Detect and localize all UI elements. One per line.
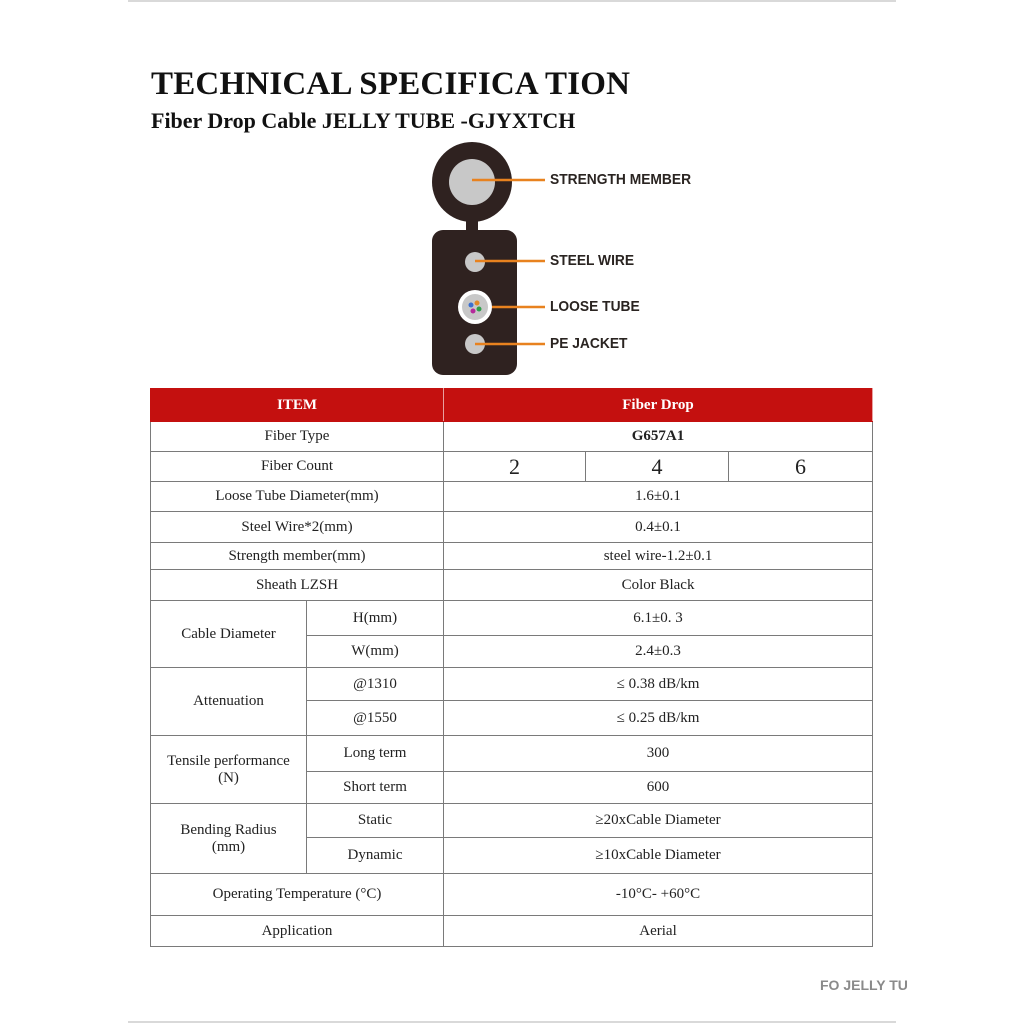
row-label-attenuation: Attenuation — [151, 668, 307, 736]
bending-label-line1: Bending Radius — [180, 821, 277, 838]
value-h: 6.1±0. 3 — [444, 601, 873, 636]
top-rule — [128, 0, 896, 2]
table-row — [151, 668, 873, 701]
sub-label-w: W(mm) — [307, 636, 444, 668]
table-row — [151, 736, 873, 772]
bending-label-line2: (mm) — [211, 838, 246, 855]
bottom-rule — [128, 1021, 896, 1023]
header-fiber-drop: Fiber Drop — [444, 389, 873, 422]
row-value-strength-member: steel wire-1.2±0.1 — [444, 543, 873, 570]
header-item: ITEM — [151, 389, 444, 422]
row-label-cable-diameter: Cable Diameter — [151, 601, 307, 668]
table-row — [151, 874, 873, 916]
row-label-steel-wire: Steel Wire*2(mm) — [151, 512, 444, 543]
row-value-application: Aerial — [444, 916, 873, 947]
cable-cross-section-diagram — [400, 138, 720, 383]
row-label-bending — [151, 804, 307, 874]
table-row — [151, 916, 873, 947]
value-1310: ≤ 0.38 dB/km — [444, 668, 873, 701]
sub-label-long-term: Long term — [307, 736, 444, 772]
loose-tube-inner — [462, 294, 488, 320]
row-value-sheath: Color Black — [444, 570, 873, 601]
table-row — [151, 601, 873, 636]
row-value-loose-tube: 1.6±0.1 — [444, 482, 873, 512]
value-static: ≥20xCable Diameter — [444, 804, 873, 838]
value-short-term: 600 — [444, 772, 873, 804]
fiber-count-4: 4 — [586, 452, 729, 482]
label-pe-jacket: PE JACKET — [550, 335, 628, 352]
row-label-sheath: Sheath LZSH — [151, 570, 444, 601]
value-dynamic: ≥10xCable Diameter — [444, 838, 873, 874]
fiber-blue — [469, 303, 474, 308]
table-row — [151, 804, 873, 838]
row-value-fiber-type: G657A1 — [444, 422, 873, 452]
row-label-strength-member: Strength member(mm) — [151, 543, 444, 570]
table-row — [151, 452, 873, 482]
sub-label-1550: @1550 — [307, 701, 444, 736]
row-label-fiber-type: Fiber Type — [151, 422, 444, 452]
specification-table — [150, 388, 873, 947]
sub-label-dynamic: Dynamic — [307, 838, 444, 874]
value-w: 2.4±0.3 — [444, 636, 873, 668]
fiber-count-2: 2 — [444, 452, 586, 482]
row-label-operating-temperature: Operating Temperature (°C) — [151, 874, 444, 916]
tensile-label-line1: Tensile performance — [167, 752, 290, 769]
table-row — [151, 482, 873, 512]
sub-label-short-term: Short term — [307, 772, 444, 804]
row-value-steel-wire: 0.4±0.1 — [444, 512, 873, 543]
table-header-row — [151, 389, 873, 422]
fiber-count-6: 6 — [729, 452, 873, 482]
page-title: TECHNICAL SPECIFICA TION — [151, 66, 631, 102]
row-label-application: Application — [151, 916, 444, 947]
row-value-operating-temperature: -10°C- +60°C — [444, 874, 873, 916]
fiber-orange — [475, 301, 480, 306]
sub-label-1310: @1310 — [307, 668, 444, 701]
row-label-tensile — [151, 736, 307, 804]
value-long-term: 300 — [444, 736, 873, 772]
label-steel-wire: STEEL WIRE — [550, 252, 635, 269]
row-label-loose-tube: Loose Tube Diameter(mm) — [151, 482, 444, 512]
fiber-green — [477, 307, 482, 312]
label-strength-member: STRENGTH MEMBER — [550, 171, 692, 188]
value-1550: ≤ 0.25 dB/km — [444, 701, 873, 736]
table-row — [151, 422, 873, 452]
footer-text: FO JELLY TU — [820, 977, 908, 993]
sub-label-static: Static — [307, 804, 444, 838]
table-row — [151, 512, 873, 543]
fiber-violet — [471, 309, 476, 314]
table-row — [151, 570, 873, 601]
sub-label-h: H(mm) — [307, 601, 444, 636]
page-subtitle: Fiber Drop Cable JELLY TUBE -GJYXTCH — [151, 108, 576, 133]
label-loose-tube: LOOSE TUBE — [550, 298, 640, 315]
row-label-fiber-count: Fiber Count — [151, 452, 444, 482]
tensile-label-line2: (N) — [218, 769, 239, 786]
table-row — [151, 543, 873, 570]
strength-member-core — [449, 159, 495, 205]
